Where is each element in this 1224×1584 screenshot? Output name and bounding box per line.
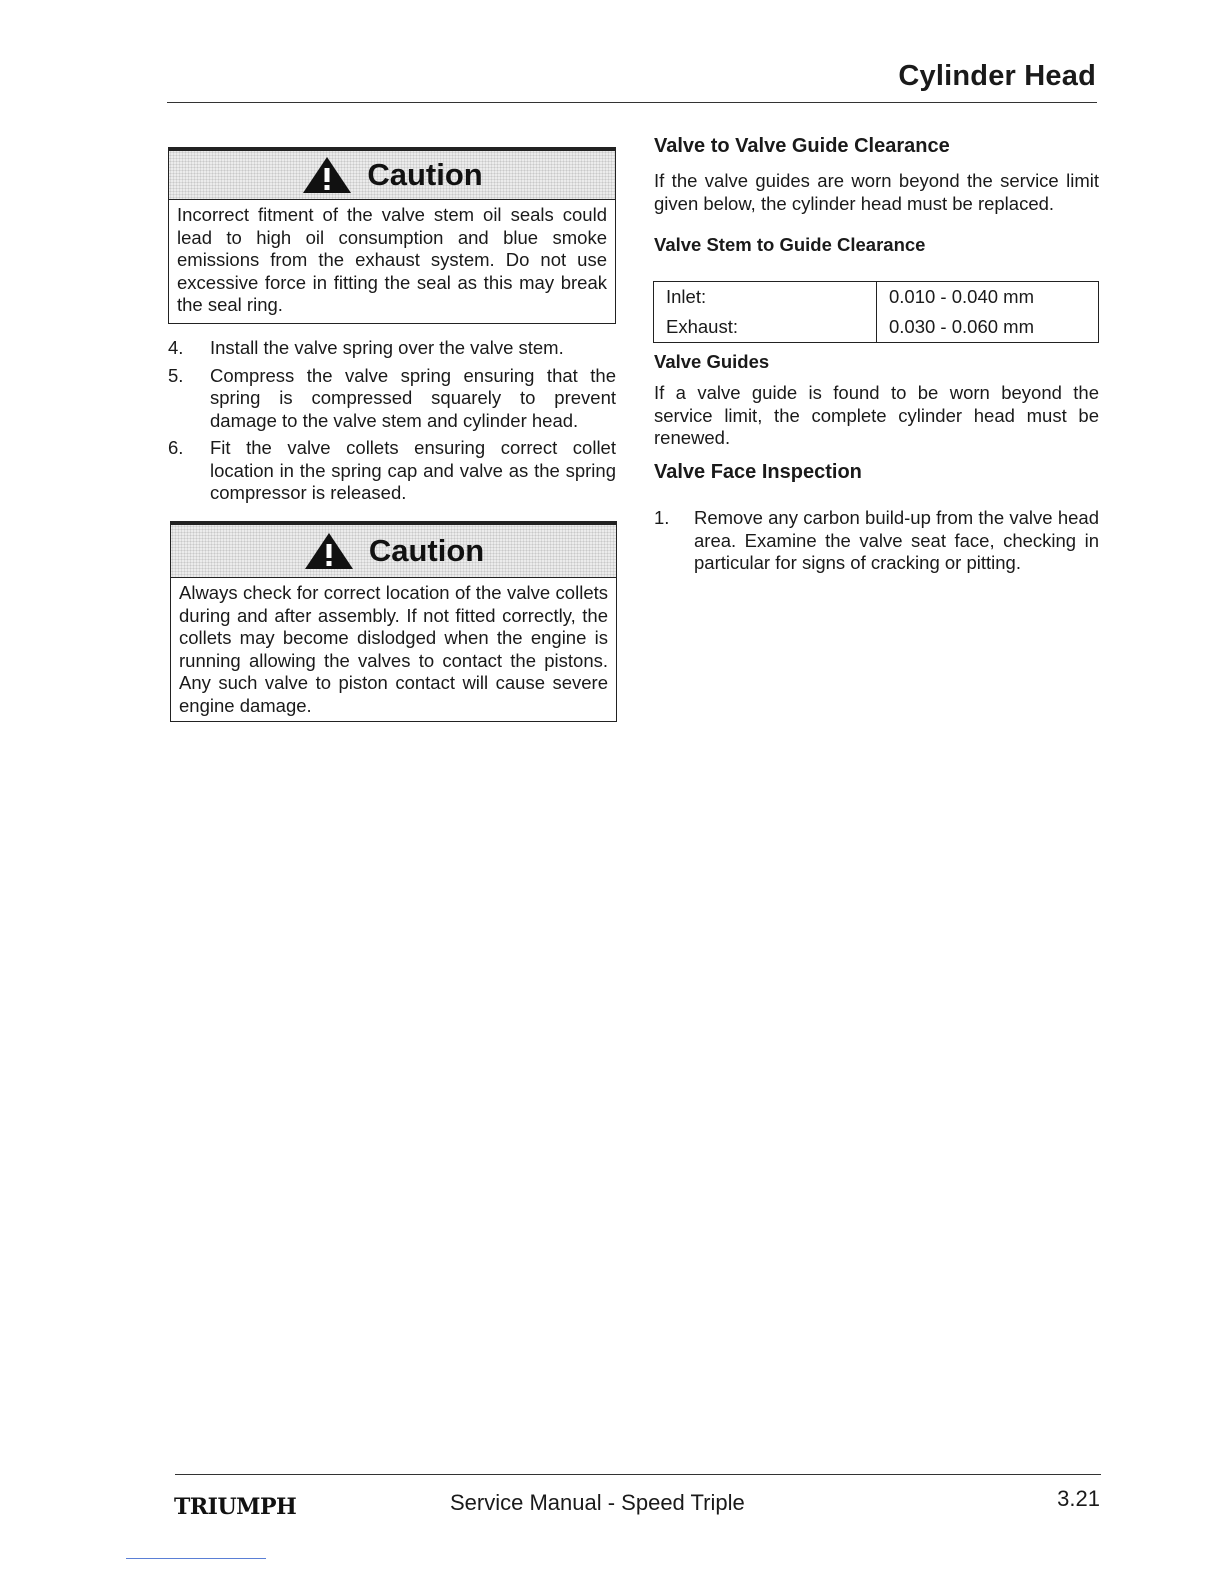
caution-box-collets — [170, 521, 617, 722]
header-divider — [167, 102, 1097, 103]
table-cell-label: Inlet: — [654, 282, 877, 313]
caution-header — [169, 151, 615, 200]
list-item — [168, 337, 616, 360]
caution-title: Caution — [367, 157, 483, 192]
warning-triangle-icon — [303, 531, 355, 571]
table-cell-value: 0.010 - 0.040 mm — [877, 282, 1099, 313]
caution-header — [171, 525, 616, 578]
caution-title: Caution — [368, 533, 485, 568]
caution-box-seals — [168, 147, 616, 324]
step-text: Compress the valve spring ensuring that the spring is compressed squarely to prevent damage to the valve stem and cylinder head. — [210, 364, 616, 431]
step-number: 5. — [168, 364, 184, 386]
step-text: Install the valve spring over the valve stem. — [210, 337, 564, 358]
list-item — [168, 437, 616, 505]
footer-manual-title: Service Manual - Speed Triple — [450, 1490, 745, 1515]
step-number: 4. — [168, 337, 184, 358]
section-heading-face-inspection: Valve Face Inspection — [654, 461, 862, 483]
caution-text: Always check for correct location of the valve collets during and after assembly. If not fitted correctly, the collets may become dislodged when the engine is running allowing the valves to contact the pistons. Any such valve to piston contact will cause severe engine damage. — [179, 582, 608, 716]
table-cell-value: 0.030 - 0.060 mm — [877, 312, 1099, 343]
page-number: 3.21 — [1057, 1486, 1100, 1511]
table-row — [654, 282, 1099, 313]
triumph-logo: TRIUMPH — [174, 1494, 297, 1520]
step-text: Fit the valve collets ensuring correct collet location in the spring cap and valve as the spring compressor is released. — [210, 437, 616, 503]
clearance-paragraph: If the valve guides are worn beyond the service limit given below, the cylinder head must be replaced. — [654, 170, 1099, 214]
guides-paragraph: If a valve guide is found to be worn beyond the service limit, the complete cylinder head must be renewed. — [654, 382, 1099, 448]
section-heading-clearance: Valve to Valve Guide Clearance — [654, 135, 950, 157]
step-number: 1. — [654, 507, 670, 528]
step-text: Remove any carbon build-up from the valve head area. Examine the valve seat face, checking in particular for signs of cracking or pitting. — [694, 507, 1099, 573]
subheading-valve-guides: Valve Guides — [654, 351, 770, 372]
table-cell-label: Exhaust: — [654, 312, 877, 343]
page-title: Cylinder Head — [898, 60, 1096, 92]
assembly-steps — [168, 337, 616, 510]
list-item — [168, 365, 616, 433]
scan-artifact-line — [126, 1558, 266, 1559]
step-number: 6. — [168, 437, 184, 458]
clearance-table — [653, 281, 1099, 343]
caution-text: Incorrect fitment of the valve stem oil seals could lead to high oil consumption and blue smoke emissions from the exhaust system. Do not use excessive force in fitting the seal as this may break the seal ring. — [177, 204, 607, 315]
warning-triangle-icon — [301, 155, 353, 195]
subheading-stem-clearance: Valve Stem to Guide Clearance — [654, 234, 926, 255]
footer-divider — [175, 1474, 1101, 1475]
table-row — [654, 312, 1099, 343]
list-item — [654, 507, 1099, 575]
